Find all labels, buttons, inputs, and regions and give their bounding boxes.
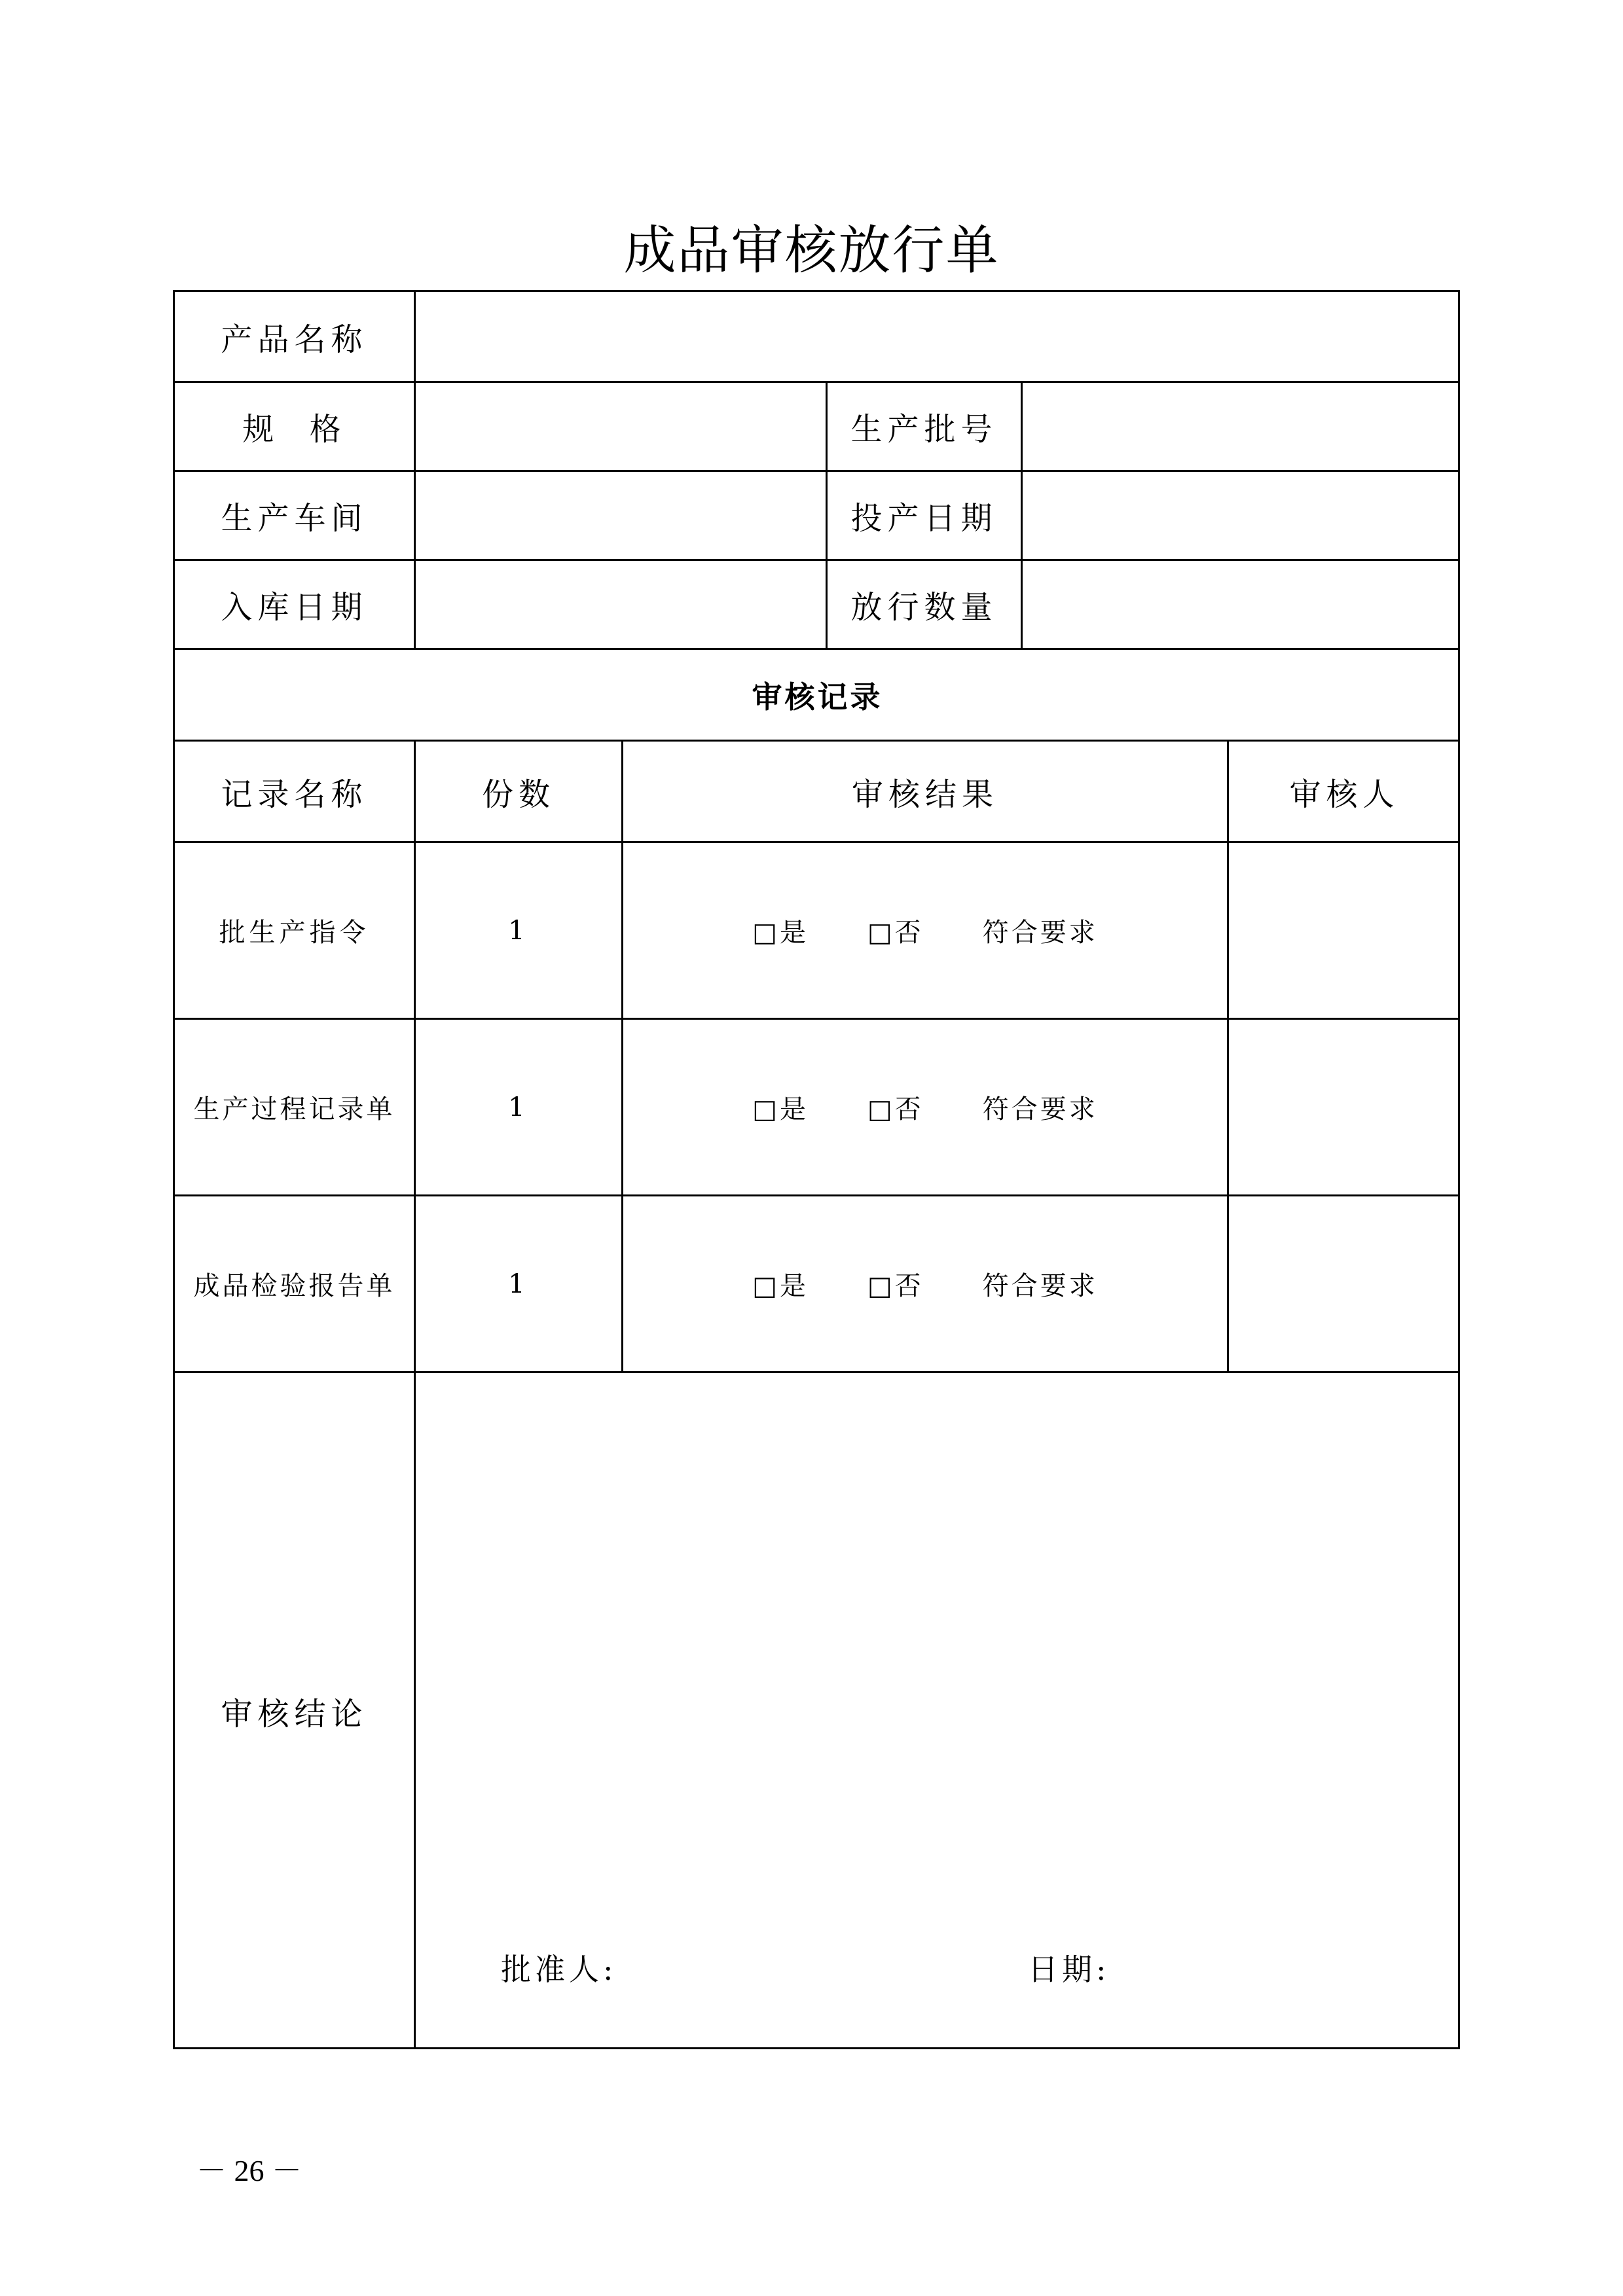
meets-requirement-label: 符合要求 [982, 918, 1098, 948]
label-workshop: 生产车间 [175, 470, 414, 559]
field-product-name[interactable] [414, 292, 1460, 381]
field-workshop[interactable] [414, 470, 826, 559]
label-conclusion: 审核结论 [175, 1371, 414, 2049]
yes-checkbox[interactable]: □是 [752, 1094, 809, 1124]
approver-label: 批准人: [501, 1952, 617, 1987]
no-checkbox[interactable]: □否 [867, 1094, 924, 1124]
field-batch-no[interactable] [1021, 381, 1460, 470]
label-product-name: 产品名称 [221, 321, 368, 358]
record-name: 生产过程记录单 [175, 1018, 414, 1194]
record-result [621, 1018, 1227, 1194]
header-result: 审核结果 [621, 740, 1227, 841]
label-start-date: 投产日期 [826, 470, 1021, 559]
header-reviewer: 审核人 [1227, 740, 1460, 841]
page-number: － 26 － [196, 2154, 302, 2187]
field-storage-date[interactable] [414, 559, 826, 648]
no-checkbox[interactable]: □否 [867, 1271, 924, 1301]
field-reviewer[interactable] [1227, 841, 1460, 1018]
label-release-qty: 放行数量 [826, 559, 1021, 648]
review-section-heading: 审核记录 [175, 648, 1460, 740]
date-label: 日期: [1028, 1952, 1110, 1987]
field-release-qty[interactable] [1021, 559, 1460, 648]
meets-requirement-label: 符合要求 [982, 1094, 1098, 1124]
release-form-table [173, 290, 1460, 2049]
form-title: 成品审核放行单 [623, 220, 1000, 281]
label-batch-no: 生产批号 [826, 381, 1021, 470]
no-checkbox[interactable]: □否 [867, 918, 924, 948]
meets-requirement-label: 符合要求 [982, 1271, 1098, 1301]
header-record-name: 记录名称 [175, 740, 414, 841]
header-copies: 份数 [414, 740, 621, 841]
field-conclusion[interactable] [414, 1371, 1460, 2049]
record-name: 成品检验报告单 [175, 1194, 414, 1371]
record-name: 批生产指令 [175, 841, 414, 1018]
field-start-date[interactable] [1021, 470, 1460, 559]
record-copies: 1 [414, 1018, 621, 1194]
field-reviewer[interactable] [1227, 1018, 1460, 1194]
yes-checkbox[interactable]: □是 [752, 1271, 809, 1301]
record-copies: 1 [414, 1194, 621, 1371]
record-result [621, 1194, 1227, 1371]
label-spec: 规 格 [175, 381, 414, 470]
field-reviewer[interactable] [1227, 1194, 1460, 1371]
field-spec[interactable] [414, 381, 826, 470]
record-copies: 1 [414, 841, 621, 1018]
label-storage-date: 入库日期 [175, 559, 414, 648]
record-result [621, 841, 1227, 1018]
yes-checkbox[interactable]: □是 [752, 918, 809, 948]
